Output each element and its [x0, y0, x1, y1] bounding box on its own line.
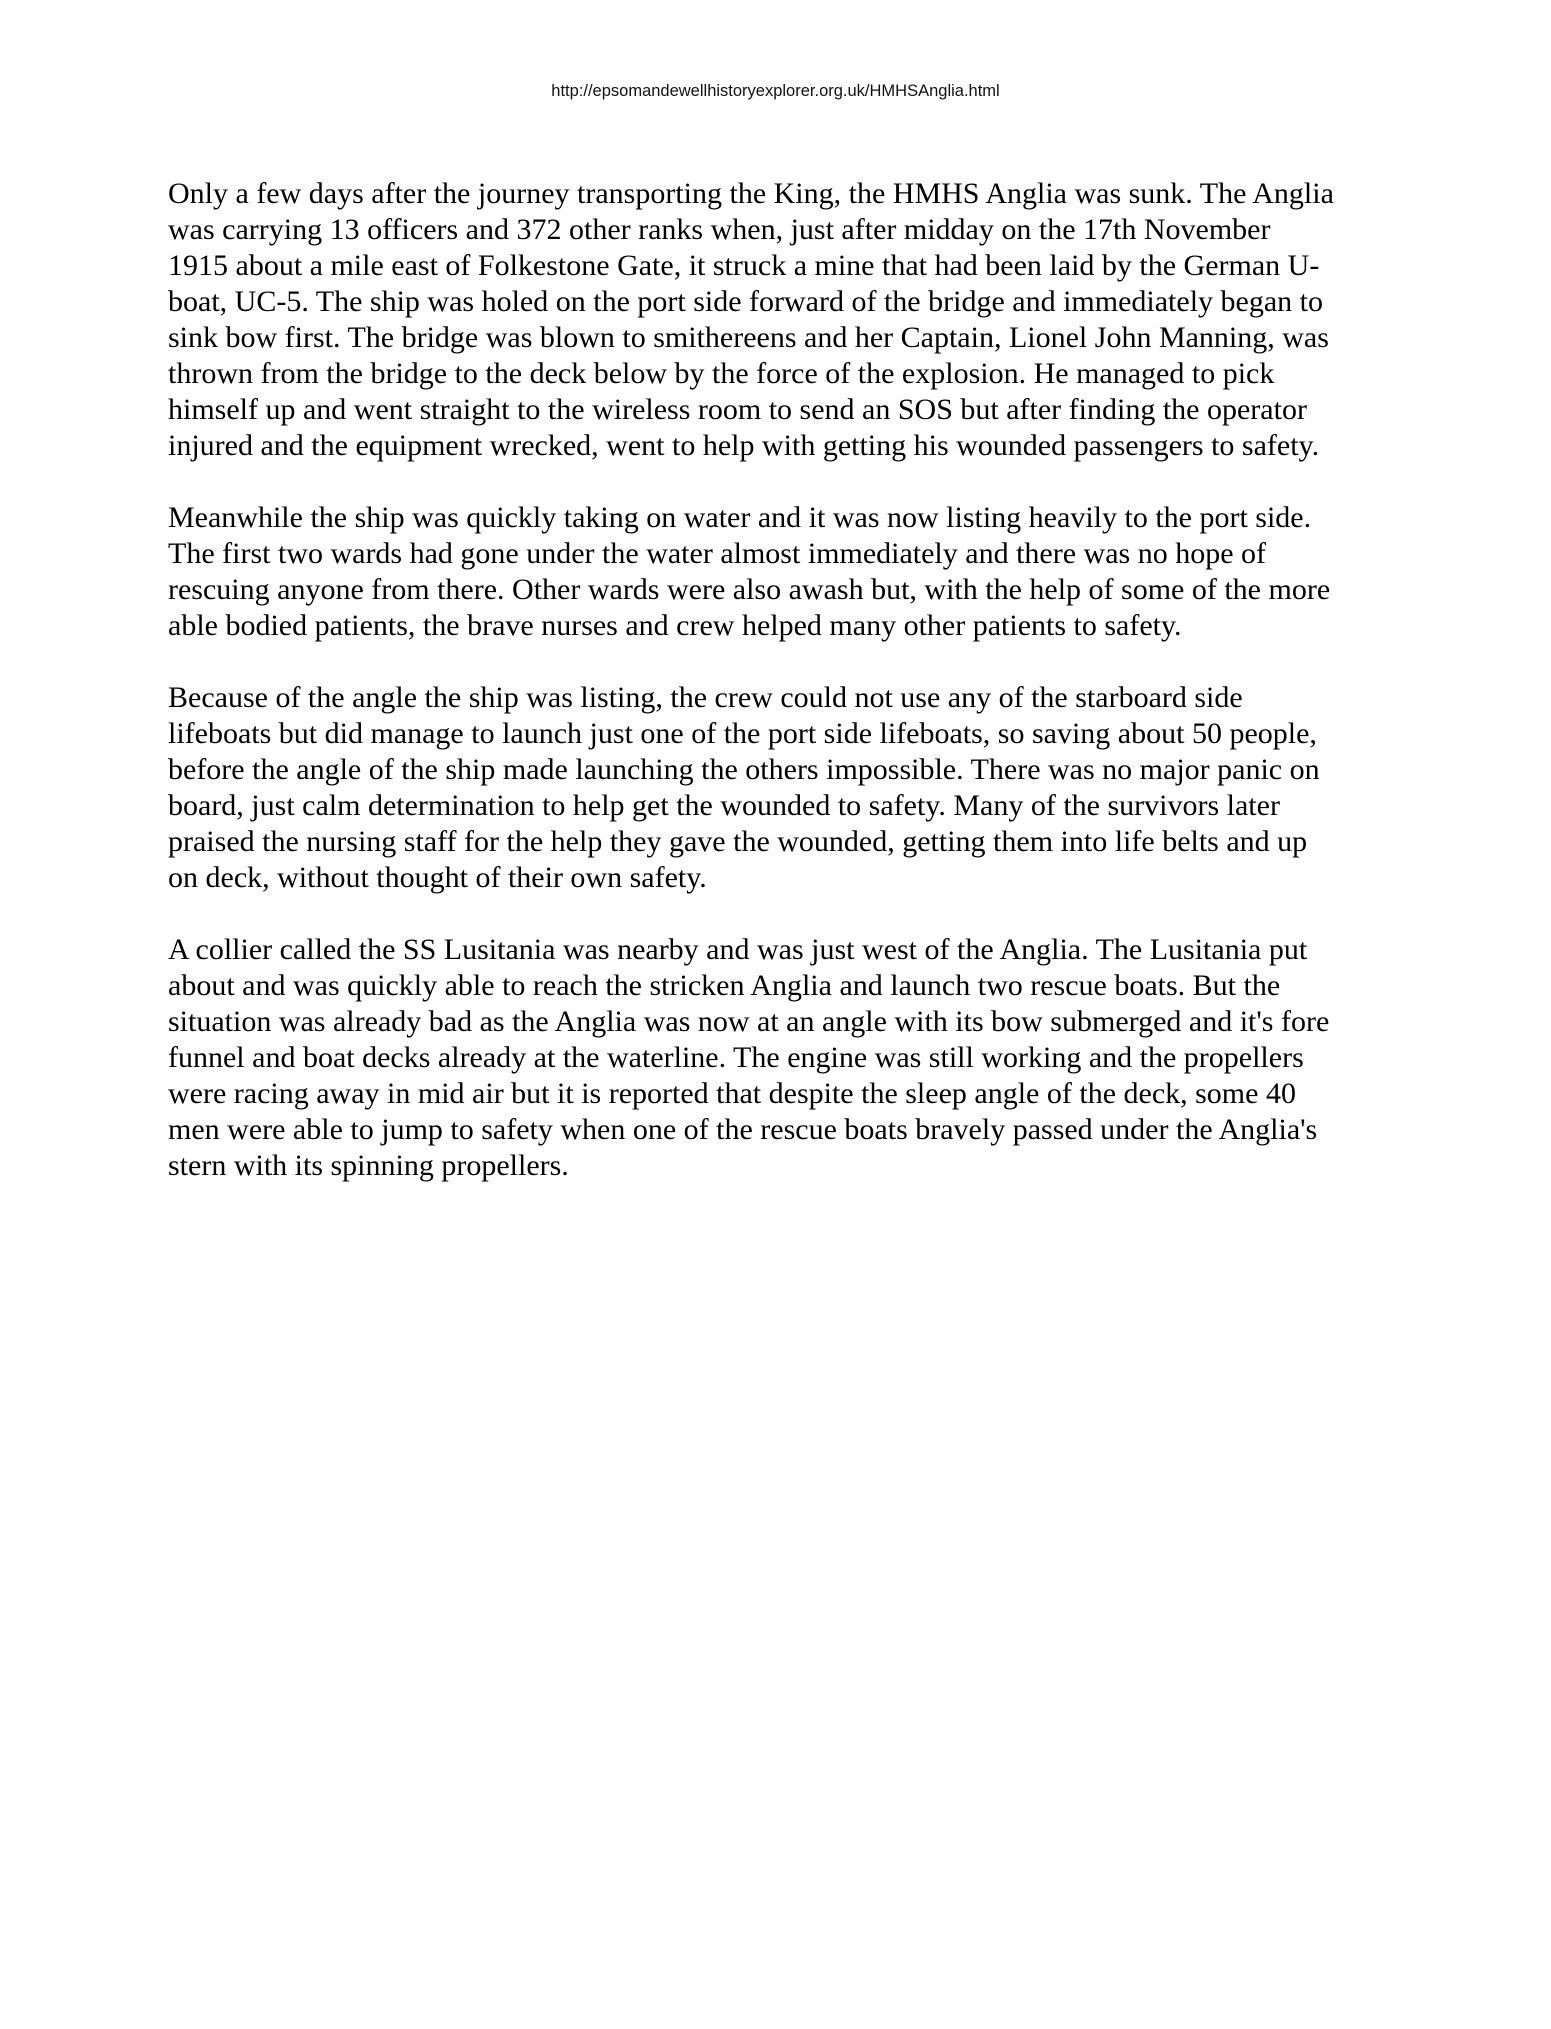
text-line: was carrying 13 officers and 372 other ranks when, just after midday on the 17th November: [168, 213, 1271, 246]
page-header-url: http://epsomandewellhistoryexplorer.org.uk/HMHSAnglia.html: [551, 82, 1000, 100]
text-line: able bodied patients, the brave nurses and crew helped many other patients to safety.: [168, 609, 1182, 642]
text-line: about and was quickly able to reach the stricken Anglia and launch two rescue boats. But the: [168, 969, 1281, 1002]
text-line: The first two wards had gone under the water almost immediately and there was no hope of: [168, 537, 1267, 570]
text-line: men were able to jump to safety when one of the rescue boats bravely passed under the Anglia's: [168, 1113, 1318, 1146]
text-line: situation was already bad as the Anglia was now at an angle with its bow submerged and it's fore: [168, 1005, 1330, 1038]
text-line: on deck, without thought of their own safety.: [168, 861, 707, 894]
text-line: thrown from the bridge to the deck below by the force of the explosion. He managed to pick: [168, 357, 1275, 390]
text-line: funnel and boat decks already at the waterline. The engine was still working and the propellers: [168, 1041, 1304, 1074]
text-line: were racing away in mid air but it is reported that despite the sleep angle of the deck, some 40: [168, 1077, 1296, 1110]
text-line: Only a few days after the journey transporting the King, the HMHS Anglia was sunk. The Anglia: [168, 177, 1334, 210]
text-line: Because of the angle the ship was listing, the crew could not use any of the starboard side: [168, 681, 1243, 714]
paragraph-sinking: [168, 176, 1408, 464]
paragraph-flooding: [168, 500, 1408, 644]
text-line: stern with its spinning propellers.: [168, 1149, 569, 1182]
text-line: boat, UC-5. The ship was holed on the port side forward of the bridge and immediately began to: [168, 285, 1323, 318]
text-line: board, just calm determination to help get the wounded to safety. Many of the survivors later: [168, 789, 1280, 822]
text-line: Meanwhile the ship was quickly taking on water and it was now listing heavily to the port side.: [168, 501, 1312, 534]
text-line: A collier called the SS Lusitania was nearby and was just west of the Anglia. The Lusitania put: [168, 933, 1308, 966]
text-line: lifeboats but did manage to launch just one of the port side lifeboats, so saving about 50 people,: [168, 717, 1317, 750]
text-line: 1915 about a mile east of Folkestone Gate, it struck a mine that had been laid by the German U-: [168, 249, 1320, 282]
paragraph-lifeboats: [168, 680, 1408, 896]
paragraph-rescue: [168, 932, 1408, 1184]
text-line: praised the nursing staff for the help they gave the wounded, getting them into life belts and up: [168, 825, 1308, 858]
text-line: injured and the equipment wrecked, went to help with getting his wounded passengers to safety.: [168, 429, 1320, 462]
text-line: before the angle of the ship made launching the others impossible. There was no major panic on: [168, 753, 1320, 786]
text-line: rescuing anyone from there. Other wards were also awash but, with the help of some of the more: [168, 573, 1331, 606]
text-line: sink bow first. The bridge was blown to smithereens and her Captain, Lionel John Manning, was: [168, 321, 1329, 354]
document-body: [168, 176, 1408, 1220]
text-line: himself up and went straight to the wireless room to send an SOS but after finding the operator: [168, 393, 1307, 426]
